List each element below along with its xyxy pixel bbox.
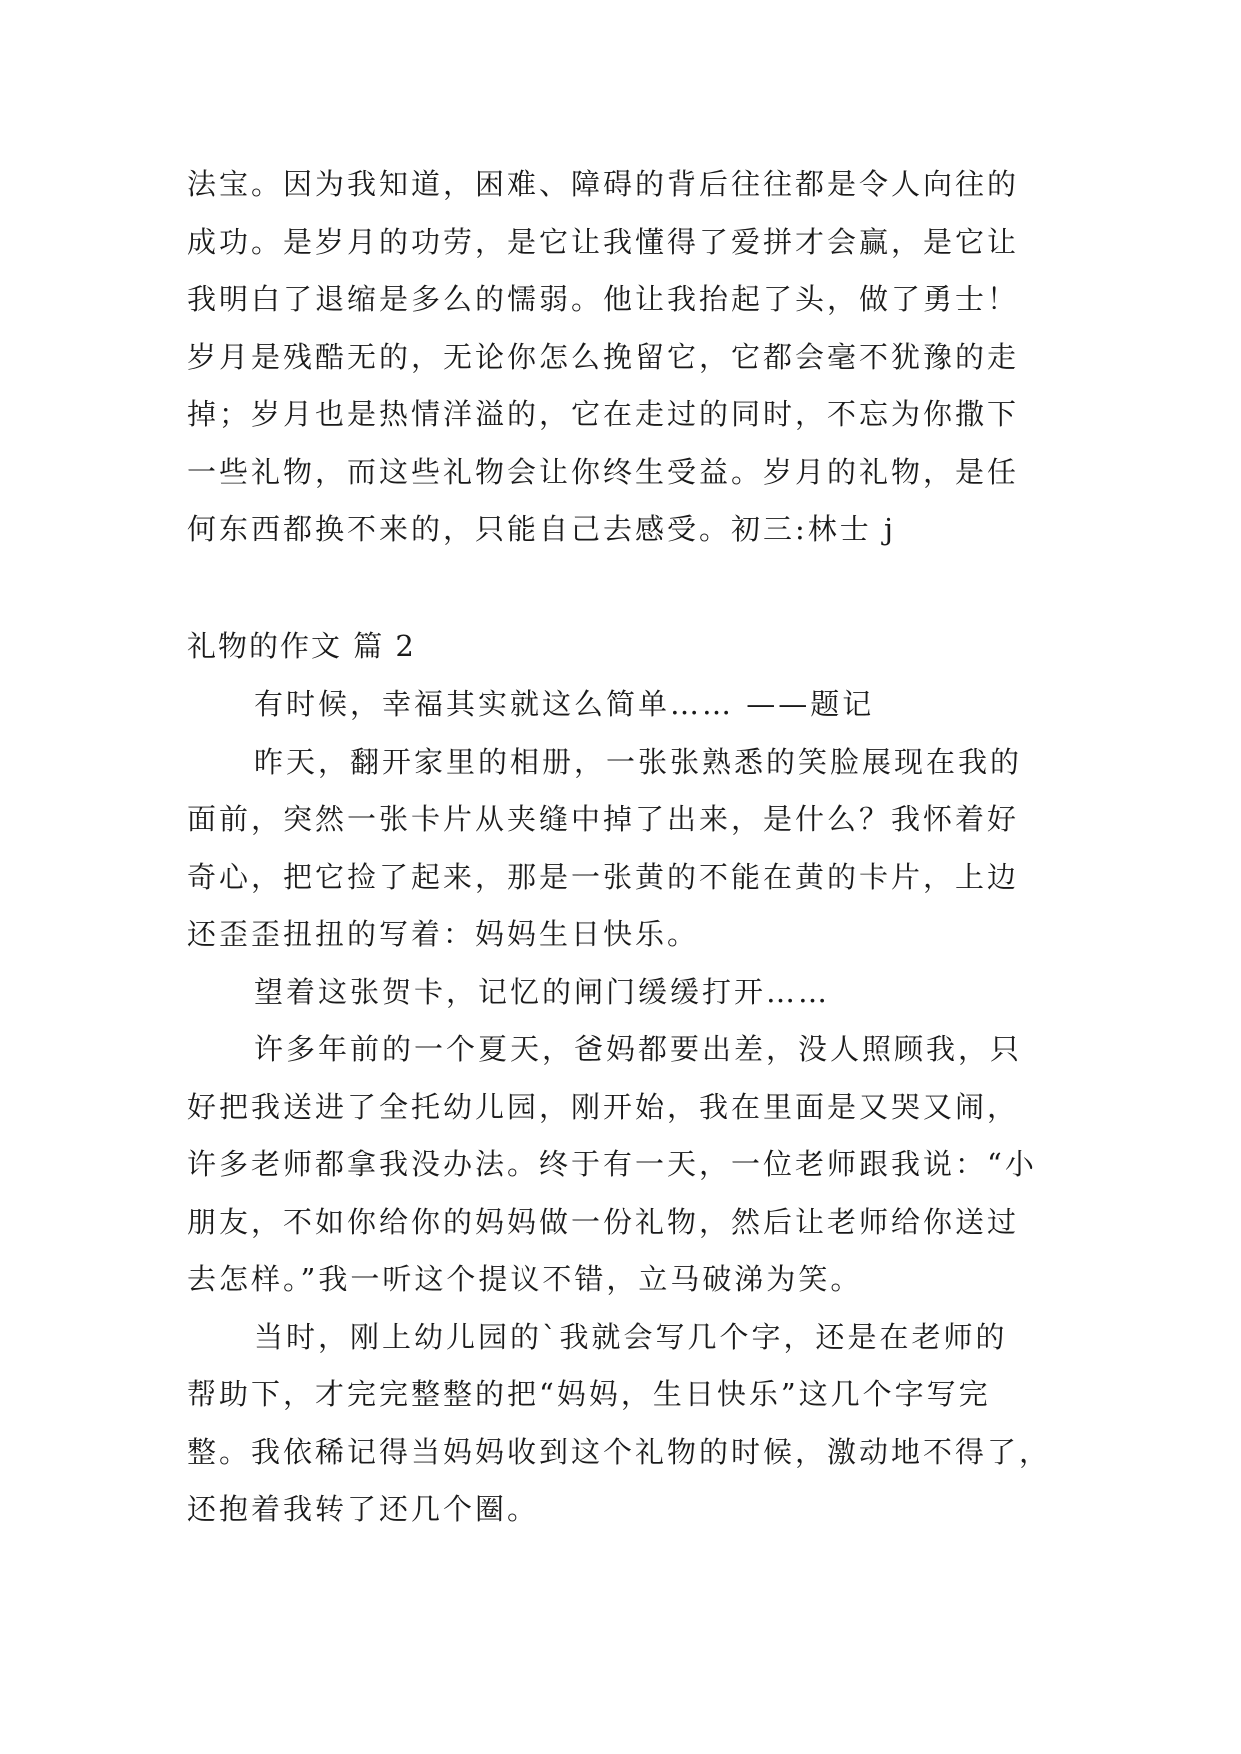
- paragraph-first-line: 当时，刚上幼儿园的`我就会写几个字，还是在老师的: [254, 1319, 1008, 1354]
- text-line: 还抱着我转了还几个圈。: [187, 1492, 540, 1526]
- text-line: 我明白了退缩是多么的懦弱。他让我抬起了头，做了勇士！: [187, 282, 1020, 316]
- text-line: 一些礼物，而这些礼物会让你终生受益。岁月的礼物，是任: [187, 454, 1020, 489]
- text-line: 好把我送进了全托幼儿园，刚开始，我在里面是又哭又闹，: [187, 1089, 1020, 1124]
- text-line: 奇心，把它捡了起来，那是一张黄的不能在黄的卡片，上边: [187, 859, 1020, 894]
- text-line: 岁月是残酷无的，无论你怎么挽留它，它都会毫不犹豫的走: [187, 339, 1020, 374]
- paragraph-first-line: 望着这张贺卡，记忆的闸门缓缓打开……: [254, 974, 831, 1009]
- text-line: 成功。是岁月的功劳，是它让我懂得了爱拼才会赢，是它让: [187, 224, 1020, 259]
- essay-2-body: [187, 676, 1057, 1539]
- essay-continuation: [187, 156, 1057, 559]
- text-line: 掉；岁月也是热情洋溢的，它在走过的同时，不忘为你撒下: [187, 397, 1020, 431]
- text-line: 朋友，不如你给你的妈妈做一份礼物，然后让老师给你送过: [187, 1204, 1020, 1239]
- text-line: 许多老师都拿我没办法。终于有一天，一位老师跟我说：“小: [187, 1147, 1037, 1181]
- text-line: 法宝。因为我知道，困难、障碍的背后往往都是令人向往的: [187, 167, 1020, 201]
- text-line: 还歪歪扭扭的写着：妈妈生日快乐。: [187, 917, 700, 951]
- paragraph-first-line: 有时候，幸福其实就这么简单…… ——题记: [254, 687, 875, 721]
- paragraph-first-line: 昨天，翻开家里的相册，一张张熟悉的笑脸展现在我的: [254, 744, 1023, 779]
- section-heading: 礼物的作文 篇 2: [187, 629, 416, 663]
- paragraph-first-line: 许多年前的一个夏天，爸妈都要出差，没人照顾我，只: [254, 1032, 1023, 1066]
- text-line: 面前，突然一张卡片从夹缝中掉了出来，是什么？我怀着好: [187, 802, 1020, 836]
- text-line: 何东西都换不来的，只能自己去感受。初三:林士 j: [187, 512, 896, 546]
- text-line: 去怎样。”我一听这个提议不错，立马破涕为笑。: [187, 1262, 863, 1296]
- text-line: 整。我依稀记得当妈妈收到这个礼物的时候，激动地不得了，: [187, 1434, 1052, 1469]
- text-line: 帮助下，才完完整整的把“妈妈，生日快乐”这几个字写完: [187, 1377, 991, 1411]
